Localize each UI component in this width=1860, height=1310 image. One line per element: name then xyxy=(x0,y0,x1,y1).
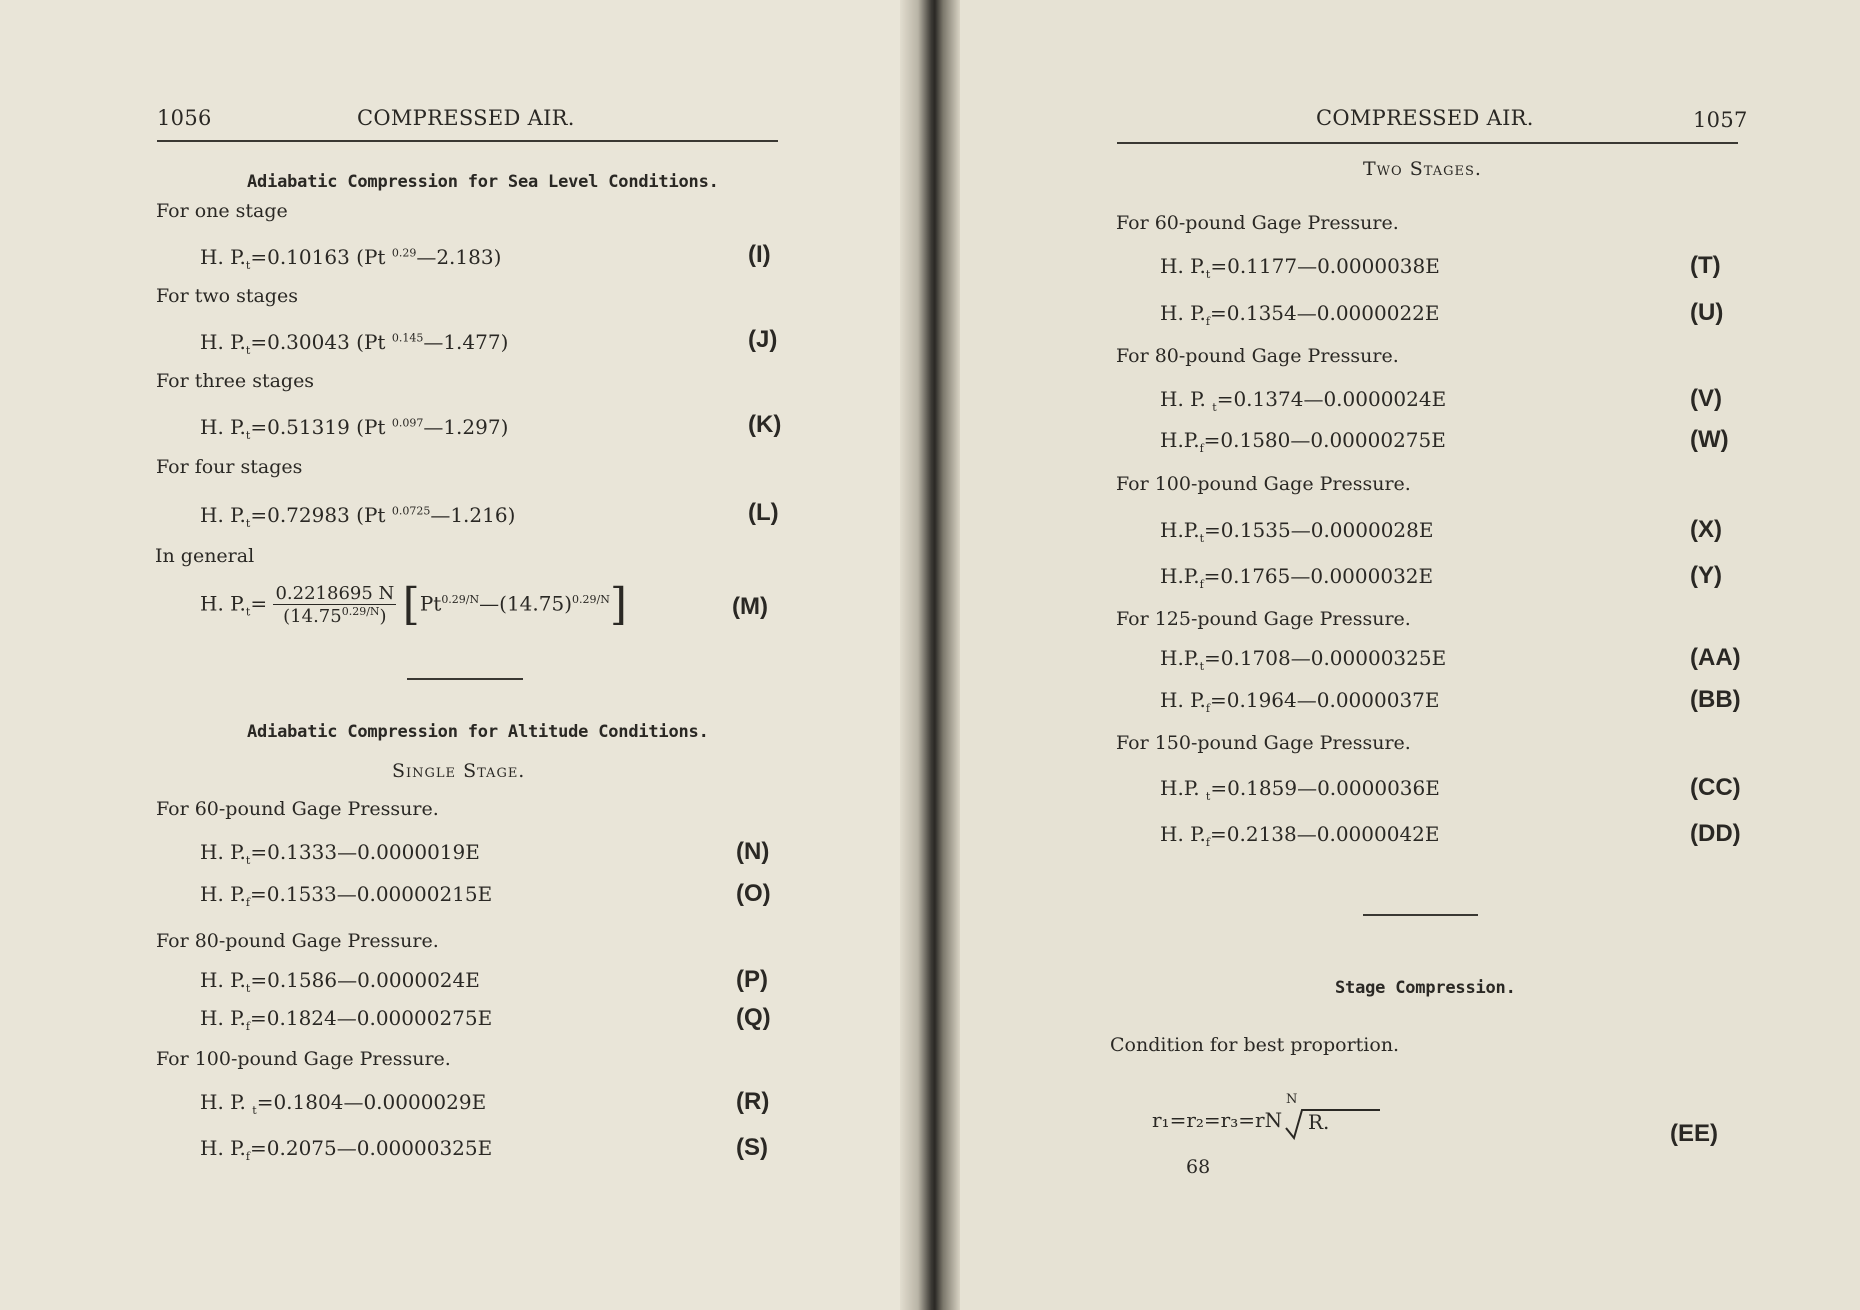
equation-tag: (R) xyxy=(736,1088,770,1115)
eq-lhs: H. P. xyxy=(200,330,246,354)
eq-rhs: =0.1586—0.0000024E xyxy=(250,968,480,992)
stage-count-label: For two stages xyxy=(156,285,298,307)
eq-sub: t xyxy=(1205,268,1211,281)
eq-lhs: H. P. xyxy=(200,1006,246,1030)
right-page-number: 1057 xyxy=(1693,108,1748,132)
pressure-group-label: For 80-pound Gage Pressure. xyxy=(156,930,439,952)
eq-rhs: =0.1354—0.0000022E xyxy=(1210,301,1440,325)
left-running-head: COMPRESSED AIR. xyxy=(357,106,575,130)
den-close: ) xyxy=(379,606,387,627)
power-equation xyxy=(200,840,480,867)
root-index: N xyxy=(1286,1092,1298,1107)
stage-formula xyxy=(1152,1108,1282,1132)
power-equation xyxy=(200,1090,486,1117)
power-equation xyxy=(1160,428,1446,455)
equation-tag: (U) xyxy=(1690,299,1724,326)
power-equation xyxy=(1160,688,1440,715)
eq-lhs: H. P. xyxy=(200,245,246,269)
eq-sub: t xyxy=(1212,401,1217,414)
equation-tag: (CC) xyxy=(1690,774,1741,801)
eq-tail: —1.297) xyxy=(423,415,509,439)
equation-tag: (K) xyxy=(748,411,782,438)
pressure-group-label: For 100-pound Gage Pressure. xyxy=(156,1048,451,1070)
section1-title: Adiabatic Compression for Sea Level Conditions. xyxy=(247,172,719,192)
eq-sub: t xyxy=(1199,660,1204,673)
equation-tag: (Y) xyxy=(1690,562,1722,589)
eq-tail: —2.183) xyxy=(416,245,502,269)
den-base: (14.75 xyxy=(283,606,342,627)
power-equation xyxy=(200,415,508,442)
equation-tag: (N) xyxy=(736,838,770,865)
eq-sub: f xyxy=(1205,702,1210,715)
general-formula xyxy=(200,579,628,630)
general-fraction xyxy=(273,583,396,627)
power-equation xyxy=(200,503,515,530)
right-header-rule xyxy=(1117,142,1738,144)
eq-lhs: H. P. xyxy=(200,840,246,864)
power-equation xyxy=(1160,646,1446,673)
right-bracket: ] xyxy=(609,579,628,630)
eq-sub: t xyxy=(1199,532,1204,545)
eq-sub: t xyxy=(245,517,251,530)
eq-rhs: =0.1177—0.0000038E xyxy=(1210,254,1440,278)
equation-tag: (P) xyxy=(736,966,768,993)
eq-sub: t xyxy=(245,259,251,272)
section-divider xyxy=(407,678,523,680)
general-lhs: H. P. xyxy=(200,591,246,616)
power-equation xyxy=(200,1006,492,1033)
eq-sub: f xyxy=(245,1150,250,1163)
equation-tag: (BB) xyxy=(1690,686,1741,713)
power-equation xyxy=(1160,776,1440,803)
general-numerator: 0.2218695 N xyxy=(275,583,395,604)
eq-lhs: H. P. xyxy=(1160,254,1206,278)
power-equation xyxy=(200,245,501,272)
pressure-group-label: For 100-pound Gage Pressure. xyxy=(1116,473,1411,495)
eq-rest: =0.30043 (Pt xyxy=(250,330,392,354)
power-equation xyxy=(1160,564,1433,591)
eq-lhs: H. P. xyxy=(200,882,246,906)
eq-sub: f xyxy=(1199,442,1204,455)
power-equation xyxy=(1160,387,1446,414)
eq-lhs: H. P. xyxy=(200,415,246,439)
left-page-number: 1056 xyxy=(157,106,212,130)
eq-rhs: =0.1533—0.00000215E xyxy=(250,882,493,906)
eq-lhs: H. P. xyxy=(1160,387,1213,411)
eq-rhs: =0.1580—0.00000275E xyxy=(1203,428,1446,452)
equation-tag: (L) xyxy=(748,499,779,526)
eq-exp: 0.29 xyxy=(391,246,417,260)
two-stages-title: Two Stages. xyxy=(1363,158,1482,180)
stage-lhs: r₁=r₂=r₃=rN xyxy=(1152,1108,1283,1132)
equation-tag: (T) xyxy=(1690,252,1721,279)
power-equation xyxy=(1160,254,1440,281)
eq-rhs: =0.1765—0.0000032E xyxy=(1203,564,1434,588)
general-equals: = xyxy=(250,591,268,616)
section2-subtitle: Single Stage. xyxy=(392,760,526,782)
eq-sub: f xyxy=(245,1020,250,1033)
eq-rest: =0.72983 (Pt xyxy=(250,503,392,527)
eq-rhs: =0.1333—0.0000019E xyxy=(250,840,480,864)
eq-rhs: =0.1964—0.0000037E xyxy=(1210,688,1440,712)
eq-lhs: H.P. xyxy=(1160,428,1200,452)
pressure-group-label: For 60-pound Gage Pressure. xyxy=(1116,212,1399,234)
equation-tag: (V) xyxy=(1690,385,1722,412)
eq-rhs: =0.1708—0.00000325E xyxy=(1203,646,1447,670)
equation-tag: (DD) xyxy=(1690,820,1741,847)
eq-sub: t xyxy=(245,344,251,357)
eq-lhs: H. P. xyxy=(200,1090,253,1114)
eq-sub: t xyxy=(245,854,251,867)
eq-sub: f xyxy=(245,896,250,909)
book-gutter xyxy=(900,0,960,1310)
eq-sub: t xyxy=(252,1104,257,1117)
pressure-group-label: For 125-pound Gage Pressure. xyxy=(1116,608,1411,630)
bracket-term1: Pt xyxy=(419,591,442,616)
bracket-exp1: 0.29/N xyxy=(441,592,480,606)
eq-lhs: H.P. xyxy=(1160,646,1200,670)
eq-rhs: =0.1804—0.0000029E xyxy=(256,1090,487,1114)
equation-tag: (W) xyxy=(1690,426,1729,453)
pressure-group-label: For 150-pound Gage Pressure. xyxy=(1116,732,1411,754)
stage-count-label: For three stages xyxy=(156,370,315,392)
power-equation xyxy=(200,1136,492,1163)
eq-sub: t xyxy=(245,429,251,442)
eq-rest: =0.51319 (Pt xyxy=(250,415,392,439)
eq-lhs: H.P. xyxy=(1160,564,1200,588)
stage-count-label: For one stage xyxy=(156,200,288,222)
eq-lhs: H. P. xyxy=(200,968,246,992)
eq-rhs: =0.1535—0.0000028E xyxy=(1203,518,1434,542)
eq-rhs: =0.1824—0.00000275E xyxy=(250,1006,493,1030)
eq-lhs: H. P. xyxy=(1160,822,1206,846)
left-header-rule xyxy=(157,140,778,142)
right-running-head: COMPRESSED AIR. xyxy=(1316,106,1534,130)
section2-title: Adiabatic Compression for Altitude Conditions. xyxy=(247,722,709,742)
power-equation xyxy=(1160,301,1440,328)
equation-tag: (I) xyxy=(748,241,771,268)
equation-tag: (Q) xyxy=(736,1004,771,1031)
general-denominator xyxy=(273,605,396,627)
equation-tag: (O) xyxy=(736,880,771,907)
eq-rhs: =0.1859—0.0000036E xyxy=(1210,776,1440,800)
equation-tag: (S) xyxy=(736,1134,768,1161)
eq-rhs: =0.1374—0.0000024E xyxy=(1216,387,1447,411)
stage-condition: Condition for best proportion. xyxy=(1110,1034,1400,1056)
eq-sub: f xyxy=(1205,315,1210,328)
power-equation xyxy=(200,882,492,909)
eq-exp: 0.145 xyxy=(391,331,424,345)
stage-count-label: For four stages xyxy=(156,456,303,478)
eq-lhs: H. P. xyxy=(1160,688,1206,712)
eq-sub: t xyxy=(245,982,251,995)
right-divider xyxy=(1363,914,1478,916)
stage-title: Stage Compression. xyxy=(1335,978,1516,998)
pressure-group-label: For 80-pound Gage Pressure. xyxy=(1116,345,1399,367)
eq-rhs: =0.2075—0.00000325E xyxy=(250,1136,493,1160)
eq-lhs: H. P. xyxy=(200,1136,246,1160)
radicand: R. xyxy=(1308,1110,1330,1134)
power-equation xyxy=(200,968,480,995)
left-bracket: [ xyxy=(402,579,420,630)
eq-rest: =0.10163 (Pt xyxy=(250,245,392,269)
tag-M: (M) xyxy=(732,593,768,620)
eq-lhs: H.P. xyxy=(1160,518,1200,542)
pressure-group-label: For 60-pound Gage Pressure. xyxy=(156,798,439,820)
eq-tail: —1.477) xyxy=(423,330,509,354)
equation-tag: (J) xyxy=(748,326,778,353)
eq-sub: f xyxy=(1205,836,1210,849)
radical-sign xyxy=(1284,1104,1384,1144)
tag-EE: (EE) xyxy=(1670,1120,1718,1147)
bracket-minus: —(14.75) xyxy=(479,591,573,616)
eq-lhs: H.P. xyxy=(1160,776,1206,800)
eq-sub: f xyxy=(1199,578,1204,591)
equation-tag: (AA) xyxy=(1690,644,1741,671)
power-equation xyxy=(1160,822,1440,849)
equation-tag: (X) xyxy=(1690,516,1722,543)
general-lhs-sub: t xyxy=(245,605,251,619)
den-exp: 0.29/N xyxy=(341,605,380,618)
eq-rhs: =0.2138—0.0000042E xyxy=(1210,822,1440,846)
general-label: In general xyxy=(155,545,255,567)
signature-mark: 68 xyxy=(1186,1156,1211,1178)
power-equation xyxy=(1160,518,1433,545)
eq-exp: 0.0725 xyxy=(391,504,431,518)
eq-tail: —1.216) xyxy=(430,503,516,527)
power-equation xyxy=(200,330,508,357)
eq-lhs: H. P. xyxy=(200,503,246,527)
eq-lhs: H. P. xyxy=(1160,301,1206,325)
eq-exp: 0.097 xyxy=(391,416,424,430)
eq-sub: t xyxy=(1205,790,1211,803)
bracket-exp2: 0.29/N xyxy=(572,592,610,606)
